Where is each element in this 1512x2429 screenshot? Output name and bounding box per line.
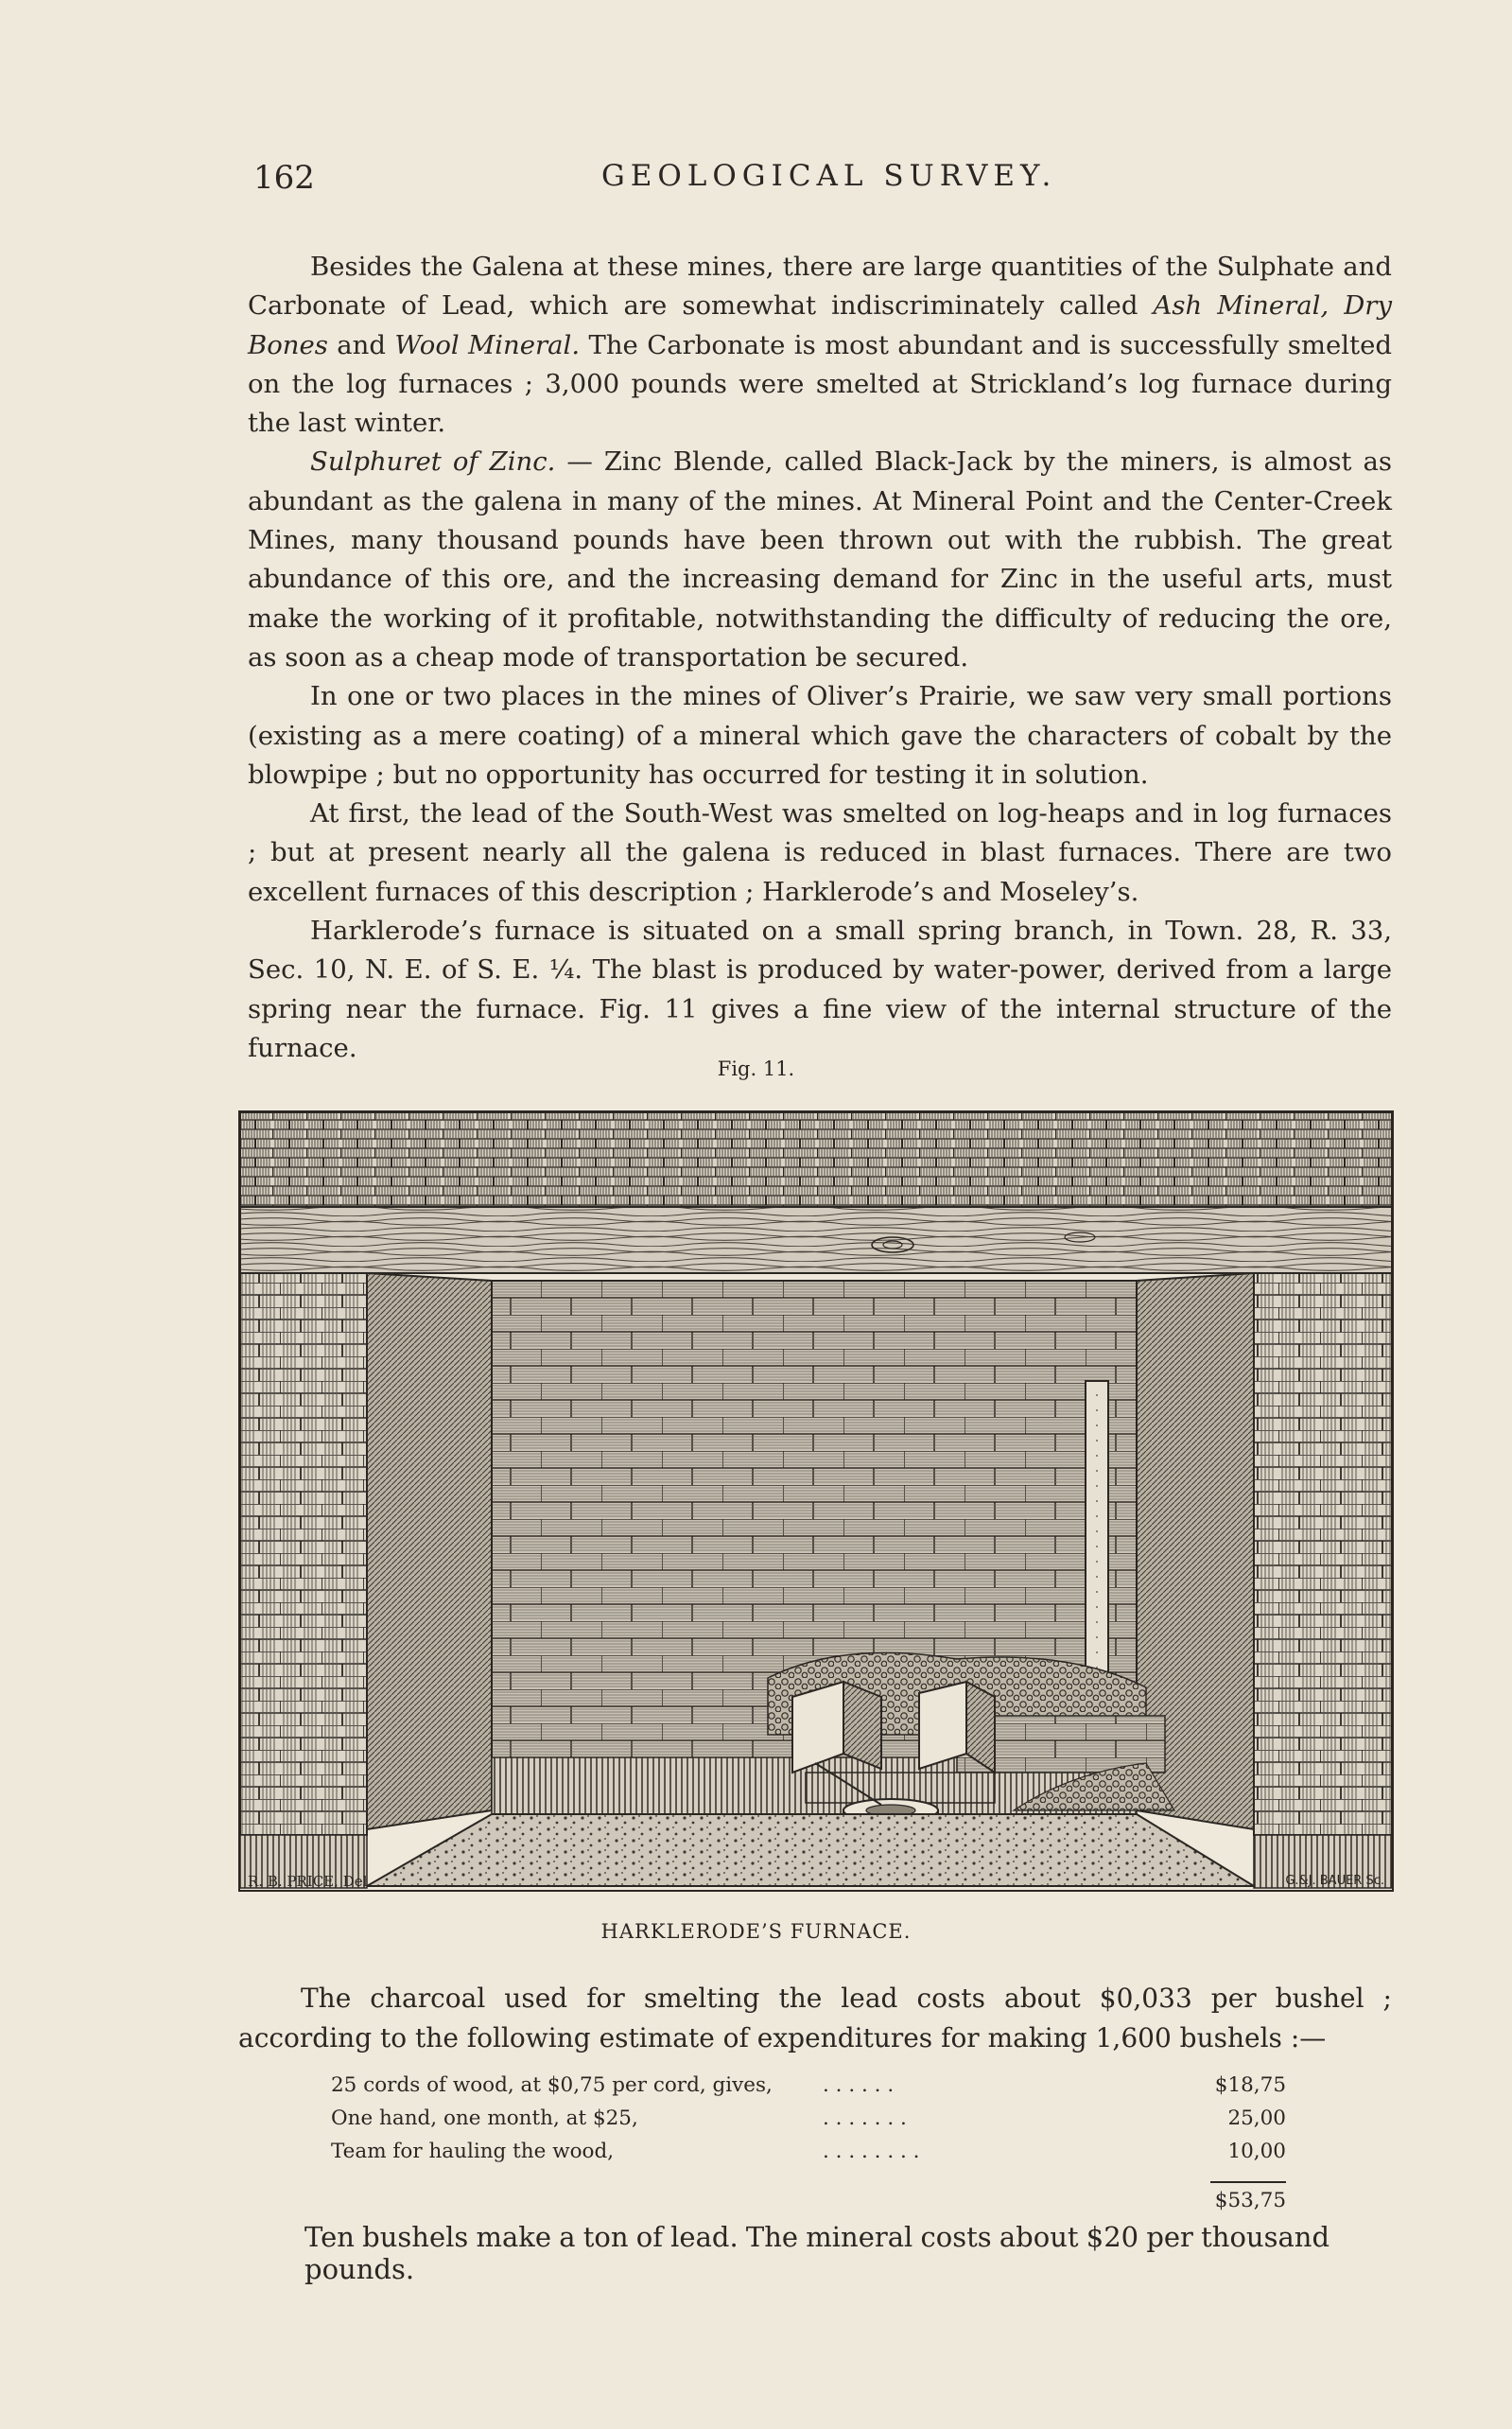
leader-dots: . . . . . .	[823, 2073, 895, 2097]
text-run: Besides the Galena at these mines, there are large quantities of the Sulphate and Carbonate of Lead, which are somewhat indiscriminately called	[248, 252, 1392, 322]
estimate-amount: 25,00	[1227, 2106, 1286, 2130]
sum-rule	[1210, 2181, 1286, 2183]
text-run: and	[327, 329, 395, 360]
estimate-total: $53,75	[1214, 2189, 1286, 2212]
estimate-desc: 25 cords of wood, at $0,75 per cord, gives,	[331, 2073, 773, 2097]
paragraph-cobalt: In one or two places in the mines of Oliver’s Prairie, we saw very small portions (existing as a mere coating) of a mineral which gave the characters of cobalt by the blowpipe ; but no opportunity has occurred for testing it in solution.	[248, 681, 1392, 790]
paragraph-charcoal: The charcoal used for smelting the lead costs about $0,033 per bushel ; according to the following estimate of expenditures for making 1,600 bushels :—	[238, 1983, 1392, 2053]
engraving-credit-left: R. B. PRICE, Del.	[248, 1873, 373, 1890]
figure-caption: HARKLERODE’S FURNACE.	[600, 1920, 912, 1943]
running-title: GEOLOGICAL SURVEY.	[601, 159, 1057, 193]
estimate-row	[331, 2106, 1286, 2140]
after-figure-text	[238, 1979, 1392, 2057]
expense-estimate	[331, 2073, 1286, 2212]
estimate-row	[331, 2073, 1286, 2106]
estimate-row	[331, 2140, 1286, 2173]
italic-term: Ash Mineral, Dry Bones	[248, 290, 1392, 360]
leader-dots: . . . . . . . .	[823, 2140, 920, 2163]
estimate-amount: 10,00	[1227, 2140, 1286, 2163]
body-text	[248, 248, 1392, 1068]
estimate-desc: Team for hauling the wood,	[331, 2140, 615, 2163]
text-run: — Zinc Blende, called Black-Jack by the miners, is almost as abundant as the galena in many of the mines. At Mineral Point and the Center-Creek Mines, many thousand pounds have been thrown out with the rubbish. The great abundance of this ore, and the increasing demand for Zinc in the useful arts, must make the working of it profitable, notwithstanding the difficulty of reducing the ore, as soon as a cheap mode of transportation be secured.	[248, 446, 1392, 673]
figure-label: Fig. 11.	[717, 1057, 795, 1080]
paragraph-furnaces: At first, the lead of the South-West was smelted on log-heaps and in log furnaces ; but at present nearly all the galena is reduced in blast furnaces. There are two excellent furnaces of this description ; Harklerode’s and Moseley’s.	[248, 798, 1392, 907]
paragraph-lead-minerals	[248, 248, 1392, 443]
engraving-credit-right: G.&J. BAUER Sc.	[1285, 1874, 1384, 1888]
furnace-engraving	[238, 1110, 1394, 1892]
page-header	[253, 159, 1388, 206]
text-run: The Carbonate is most abundant and is successfully smelted on the log furnaces ; 3,000 pounds were smelted at Strickland’s log furnace during the last winter.	[248, 329, 1392, 439]
paragraph-zinc	[248, 443, 1392, 677]
leader-dots: . . . . . . .	[823, 2106, 907, 2130]
closing-line: Ten bushels make a ton of lead. The mineral costs about $20 per thousand pounds.	[304, 2221, 1330, 2285]
page-number: 162	[253, 159, 315, 197]
estimate-amount: $18,75	[1214, 2073, 1286, 2097]
italic-term: Wool Mineral.	[394, 329, 581, 360]
paragraph-harklerode: Harklerode’s furnace is situated on a small spring branch, in Town. 28, R. 33, Sec. 10, N. E. of S. E. ¼. The blast is produced by water-power, derived from a large spring near the furnace. Fig. 11 gives a fine view of the internal structure of the furnace.	[248, 916, 1392, 1063]
italic-heading: Sulphuret of Zinc.	[310, 446, 556, 478]
estimate-desc: One hand, one month, at $25,	[331, 2106, 638, 2130]
